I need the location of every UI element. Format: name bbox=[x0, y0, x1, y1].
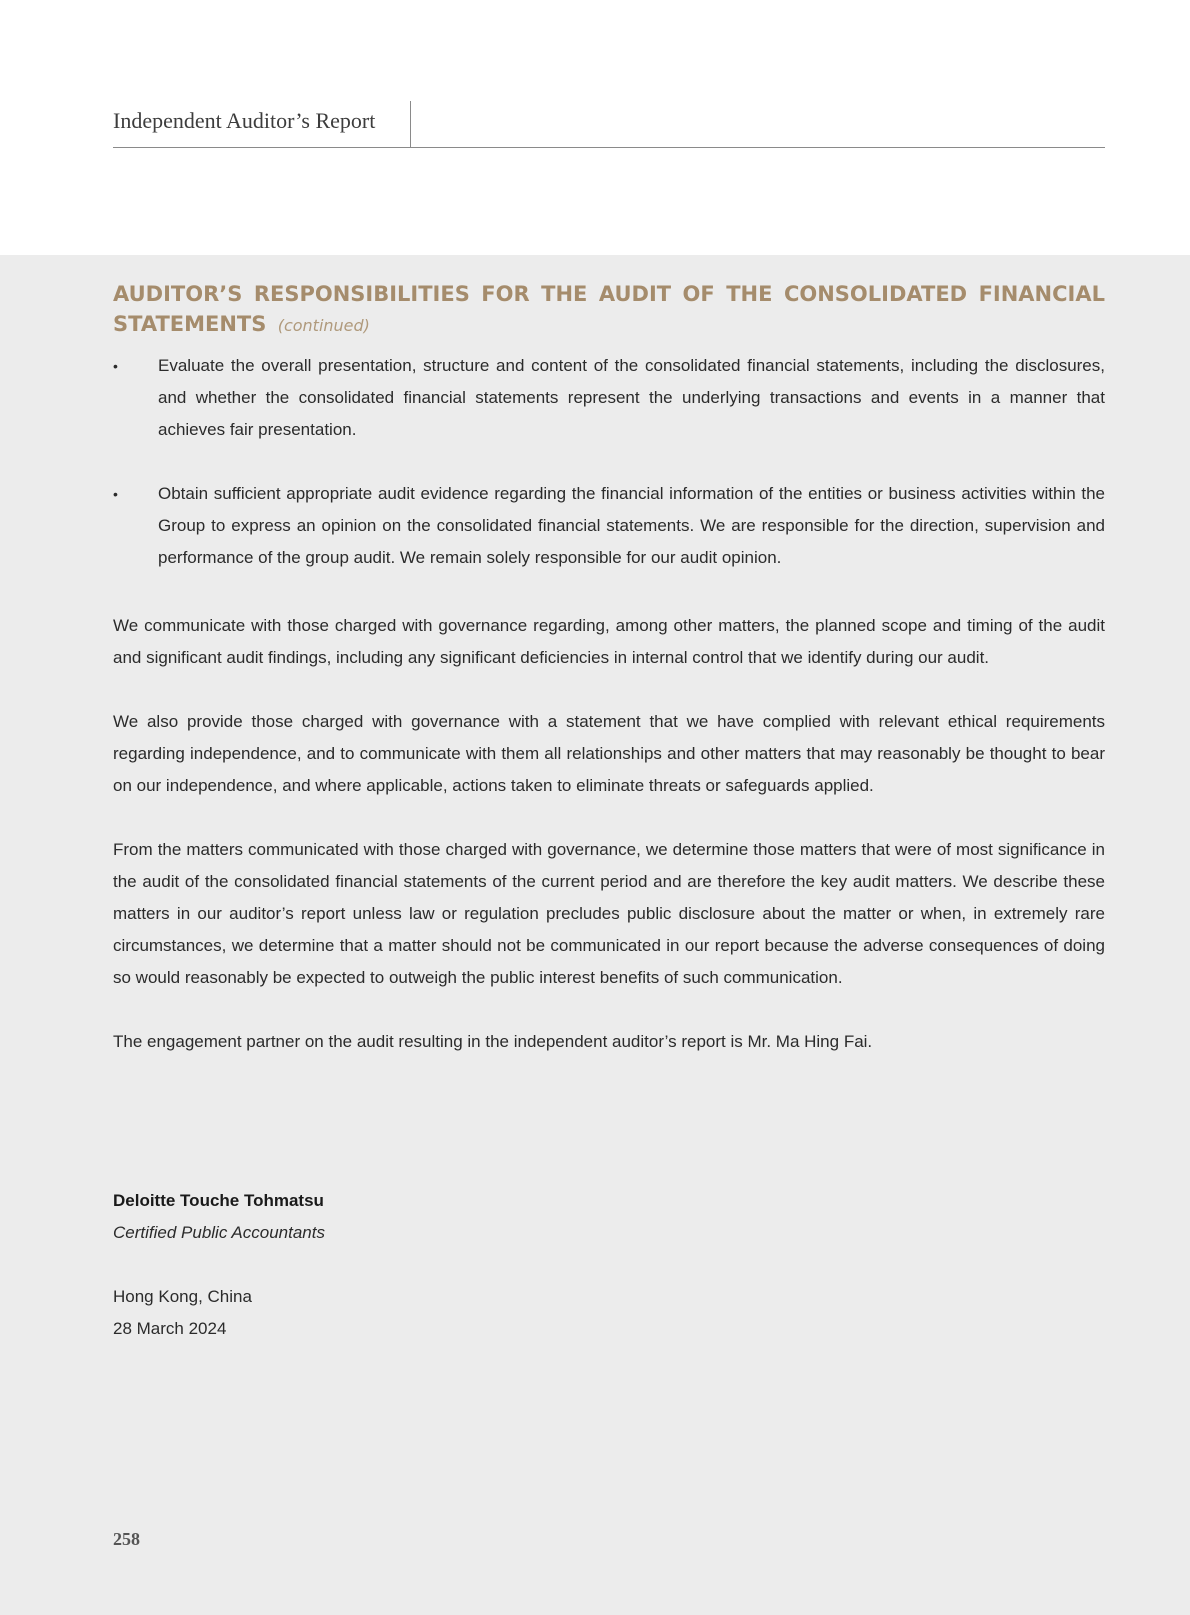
bullet-text: Evaluate the overall presentation, structure and content of the consolidated financial statements, including the disclosures, and whether the consolidated financial statements represent the underlying transactions and events in a manner that achieves fair presentation. bbox=[158, 356, 1105, 439]
page-number: 258 bbox=[113, 1529, 140, 1549]
bullet-marker: • bbox=[113, 358, 118, 374]
paragraph-key-audit-matters: From the matters communicated with those charged with governance, we determine those matters that were of most significance in the audit of the consolidated financial statements of the current period and are therefore the key audit matters. We describe these matters in our auditor’s report unless law or regulation precludes public disclosure about the matter or when, in extremely rare circumstances, we determine that a matter should not be communicated in our report because the adverse consequences of doing so would reasonably be expected to outweigh the public interest benefits of such communication. bbox=[113, 840, 1105, 987]
continued-label: (continued) bbox=[277, 316, 370, 335]
signature-designation: Certified Public Accountants bbox=[113, 1223, 325, 1242]
page-header bbox=[0, 0, 1190, 255]
header-divider-vertical bbox=[410, 101, 411, 147]
paragraph-independence-statement: We also provide those charged with governance with a statement that we have complied with relevant ethical requirements regarding independence, and to communicate with them all relationships and other matters that may reasonably be thought to bear on our independence, and where applicable, actions taken to eliminate threats or safeguards applied. bbox=[113, 712, 1105, 795]
section-title-line-1: AUDITOR’S RESPONSIBILITIES FOR THE AUDIT OF THE CONSOLIDATED FINANCIAL bbox=[113, 282, 1105, 306]
header-title: Independent Auditor’s Report bbox=[113, 108, 376, 133]
bullet-marker: • bbox=[113, 486, 118, 502]
paragraph-governance-communication: We communicate with those charged with governance regarding, among other matters, the planned scope and timing of the audit and significant audit findings, including any significant deficiencies in internal control that we identify during our audit. bbox=[113, 616, 1105, 667]
bullet-text: Obtain sufficient appropriate audit evidence regarding the financial information of the entities or business activities within the Group to express an opinion on the consolidated financial statements. We are responsible for the direction, supervision and performance of the group audit. We remain solely responsible for our audit opinion. bbox=[158, 484, 1105, 567]
header-divider-horizontal bbox=[113, 147, 1105, 148]
signature-firm: Deloitte Touche Tohmatsu bbox=[113, 1191, 324, 1210]
section-title-word: STATEMENTS bbox=[113, 312, 267, 336]
signature-place: Hong Kong, China bbox=[113, 1287, 252, 1306]
section-title-line-2 bbox=[113, 309, 370, 341]
paragraph-engagement-partner: The engagement partner on the audit resulting in the independent auditor’s report is Mr. Ma Hing Fai. bbox=[113, 1032, 873, 1051]
signature-date: 28 March 2024 bbox=[113, 1319, 227, 1338]
